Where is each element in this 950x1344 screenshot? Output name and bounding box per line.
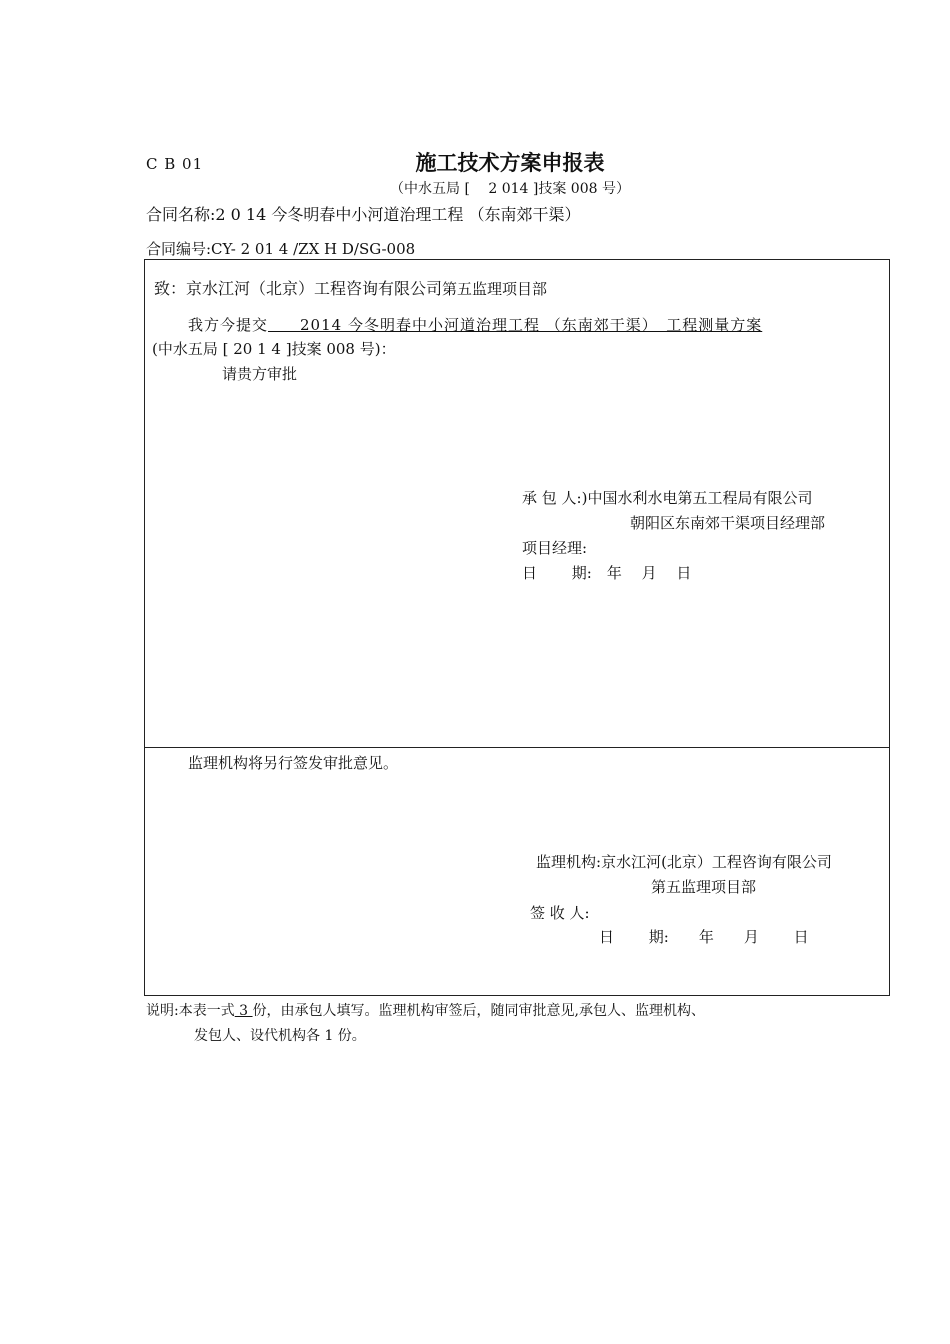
addressee-company: 致：京水江河（北京）工程咨询有限公司 [154, 279, 443, 298]
contractor-date: 日 期: 年 月 日 [522, 564, 692, 582]
addressee-dept: 第五监理项目部 [442, 280, 548, 298]
document-number: （中水五局 [ 2 014 ]技案 008 号） [390, 181, 630, 197]
submission-project: 2014 今冬明春中小河道治理工程 （东南郊干渠） 工程测量方案 [268, 316, 763, 334]
submission-line [188, 314, 762, 335]
note-line-2: 发包人、设代机构各 1 份。 [194, 1028, 366, 1044]
supervision-org-label: 监理机构: [536, 853, 602, 871]
supervision-org-line [536, 851, 832, 872]
note-prefix: 说明:本表一式 [146, 1003, 235, 1019]
submission-doc-number: (中水五局 [ 20 1 4 ]技案 008 号)： [152, 340, 396, 358]
contractor-name: 中国水利水电第五工程局有限公司 [587, 489, 813, 507]
note-copies: 3 [234, 1003, 253, 1019]
contractor-dept: 朝阳区东南郊干渠项目经理部 [630, 514, 826, 532]
supervision-dept: 第五监理项目部 [651, 878, 757, 896]
contract-name: 合同名称:2 0 14 今冬明春中小河道治理工程 （东南郊干渠） [146, 205, 581, 224]
form-code: C B 01 [146, 155, 204, 173]
addressee [154, 276, 547, 299]
supervision-org-name: 京水江河(北京）工程咨询有限公司 [601, 853, 832, 871]
page-title: 施工技术方案申报表 [415, 150, 605, 175]
project-manager-label: 项目经理: [522, 539, 588, 557]
approval-request: 请贵方审批 [222, 365, 298, 383]
submission-prefix: 我方今提交 [188, 316, 269, 334]
contract-number: 合同编号:CY- 2 01 4 /ZX H D/SG-008 [146, 240, 416, 258]
note-suffix: 份，由承包人填写。监理机构审签后，随同审批意见,承包人、监理机构、 [252, 1003, 705, 1019]
note-line-1 [146, 1000, 705, 1020]
contractor-line [522, 487, 812, 508]
contractor-label: 承 包 人:) [522, 489, 588, 507]
receiver-label: 签 收 人: [530, 904, 590, 922]
supervision-statement: 监理机构将另行签发审批意见。 [188, 754, 399, 772]
supervision-date: 日 期: 年 月 日 [599, 928, 809, 946]
